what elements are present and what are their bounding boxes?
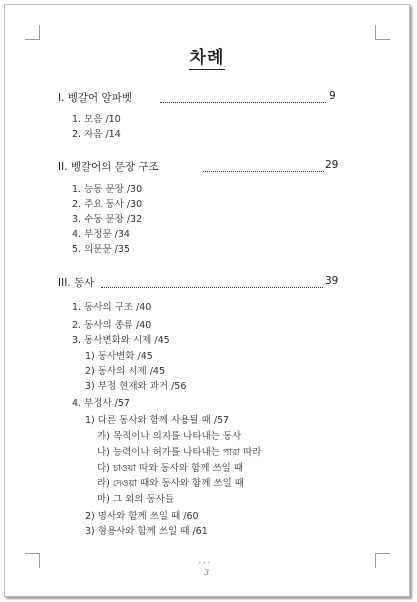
page-number: 3	[204, 568, 210, 577]
toc-subsubitem: 가) 목적이나 의지를 나타내는 동사	[97, 431, 242, 442]
dot-leader-2	[203, 171, 324, 172]
section-page-2: 29	[325, 159, 339, 171]
toc-subsubitem: 나) 능력이나 허가를 나타내는 পারা 따라	[97, 447, 262, 458]
page-title: 차례	[189, 48, 225, 68]
section-heading-1: I. 벵갈어 알파벳	[58, 92, 132, 104]
crop-mark-bottom-left	[25, 553, 40, 568]
toc-subsubitem: 라) দেওয়া 때와 동사와 함께 쓰일 때	[97, 478, 244, 489]
toc-item: 1. 능동 문장 /30	[72, 184, 143, 195]
toc-item: 2. 주요 동사 /30	[72, 199, 143, 210]
toc-subsubitem: 다) চাওয়া 따와 동사와 함께 쓰일 때	[97, 463, 243, 474]
section-page-1: 9	[329, 90, 336, 102]
toc-item: 1. 동사의 구조 /40	[72, 302, 152, 313]
toc-subitem: 2) 명사와 함께 쓰일 때 /60	[85, 511, 199, 522]
dot-leader-1	[160, 102, 326, 103]
toc-item: 4. 부정문 /34	[72, 229, 130, 240]
crop-mark-top-right	[375, 25, 390, 40]
toc-item: 3. 동사변화와 시제 /45	[72, 335, 170, 346]
toc-item: 1. 모음 /10	[72, 114, 121, 125]
toc-subitem: 2) 동사의 시제 /45	[85, 366, 165, 377]
toc-item: 2. 동사의 종류 /40	[72, 320, 152, 331]
document-page	[4, 4, 410, 597]
section-heading-3: III. 동사	[58, 277, 95, 289]
footer-dots: •••	[198, 560, 212, 567]
section-page-3: 39	[325, 275, 339, 287]
crop-mark-bottom-right	[375, 553, 390, 568]
crop-mark-top-left	[25, 25, 40, 40]
toc-item: 4. 부정사 /57	[72, 398, 130, 409]
toc-subitem: 3) 부정 현재와 과거 /56	[85, 381, 187, 392]
toc-item: 3. 수동 문장 /32	[72, 214, 143, 225]
toc-item: 2. 자음 /14	[72, 129, 121, 140]
toc-subitem: 3) 형용사와 함께 쓰일 때 /61	[85, 526, 208, 537]
toc-item: 5. 의문문 /35	[72, 244, 130, 255]
toc-subitem: 1) 동사변화 /45	[85, 351, 153, 362]
section-heading-2: II. 벵갈어의 문장 구조	[58, 161, 159, 173]
toc-subitem: 1) 다른 동사와 함께 사용될 때 /57	[85, 415, 230, 426]
toc-subsubitem: 마) 그 외의 동사들	[97, 494, 175, 505]
dot-leader-3	[101, 287, 323, 288]
